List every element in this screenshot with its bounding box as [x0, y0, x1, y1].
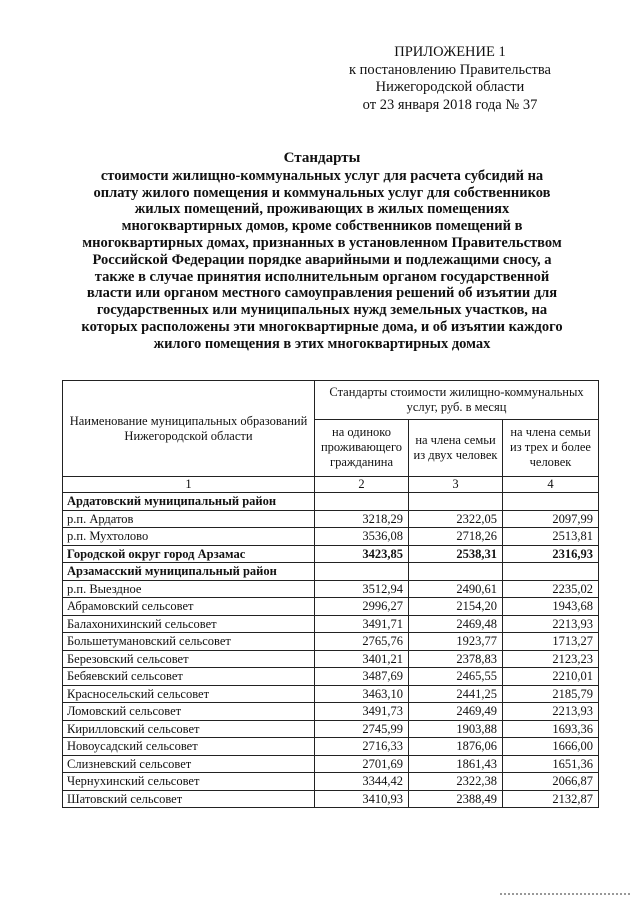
- row-name: Ардатовский муниципальный район: [63, 493, 315, 511]
- row-value-two: 2718,26: [409, 528, 503, 546]
- table-row: [63, 528, 599, 546]
- row-value-two: 2322,38: [409, 773, 503, 791]
- column-number: 2: [315, 477, 409, 493]
- row-value-two: 2469,48: [409, 615, 503, 633]
- table-row: [63, 773, 599, 791]
- row-value-single: [315, 563, 409, 581]
- column-number: 1: [63, 477, 315, 493]
- header-municipality: Наименование муниципальных образований Нижегородской области: [63, 381, 315, 477]
- row-value-two: 1923,77: [409, 633, 503, 651]
- heading-line: многоквартирных домах, признанных в установленном Правительством: [82, 234, 562, 251]
- row-value-two: 2388,49: [409, 790, 503, 808]
- row-value-single: 3512,94: [315, 580, 409, 598]
- table-row: [63, 580, 599, 598]
- appendix-block: [330, 44, 570, 114]
- table-row: [63, 703, 599, 721]
- table-body: [63, 493, 599, 808]
- heading-line: власти или органом местного самоуправления решений об изъятии для: [86, 285, 558, 302]
- row-value-single: 2996,27: [315, 598, 409, 616]
- row-name: Ломовский сельсовет: [63, 703, 315, 721]
- table-row: [63, 598, 599, 616]
- table-row: [63, 790, 599, 808]
- row-value-single: 2716,33: [315, 738, 409, 756]
- appendix-date: от 23 января 2018 года № 37: [362, 96, 538, 113]
- standards-table: [62, 380, 599, 808]
- row-value-two: 2538,31: [409, 545, 503, 563]
- row-name: Бебяевский сельсовет: [63, 668, 315, 686]
- row-value-single: 3410,93: [315, 790, 409, 808]
- row-value-two: [409, 493, 503, 511]
- row-name: Чернухинский сельсовет: [63, 773, 315, 791]
- row-value-two: 2378,83: [409, 650, 503, 668]
- row-value-three: [503, 563, 599, 581]
- row-name: Арзамасский муниципальный район: [63, 563, 315, 581]
- appendix-region: Нижегородской области: [375, 79, 525, 95]
- row-name: Кирилловский сельсовет: [63, 720, 315, 738]
- row-value-three: 2097,99: [503, 510, 599, 528]
- heading-line: которых расположены эти многоквартирные дома, и об изъятии каждого: [81, 318, 563, 335]
- row-value-three: 1713,27: [503, 633, 599, 651]
- header-single-person: на одиноко проживающего гражданина: [315, 419, 409, 476]
- row-value-three: 2066,87: [503, 773, 599, 791]
- row-name: Городской округ город Арзамас: [63, 545, 315, 563]
- row-value-single: 3491,73: [315, 703, 409, 721]
- row-value-single: 3491,71: [315, 615, 409, 633]
- row-value-three: 2185,79: [503, 685, 599, 703]
- row-value-three: 2210,01: [503, 668, 599, 686]
- row-name: Новоусадский сельсовет: [63, 738, 315, 756]
- row-name: Шатовский сельсовет: [63, 790, 315, 808]
- row-value-two: 1876,06: [409, 738, 503, 756]
- heading-title: Стандарты: [283, 150, 361, 166]
- table-row: [63, 545, 599, 563]
- row-value-two: 2469,49: [409, 703, 503, 721]
- header-two-person: на члена семьи из двух человек: [409, 419, 503, 476]
- header-standards-group: Стандарты стоимости жилищно-коммунальных услуг, руб. в месяц: [315, 381, 599, 420]
- row-value-single: 3401,21: [315, 650, 409, 668]
- row-name: р.п. Ардатов: [63, 510, 315, 528]
- heading-line: жилых помещений, проживающих в жилых помещениях: [134, 201, 510, 218]
- table-row: [63, 563, 599, 581]
- row-value-three: 2235,02: [503, 580, 599, 598]
- heading-line: оплату жилого помещения и коммунальных услуг для собственников: [93, 184, 551, 201]
- table-row: [63, 633, 599, 651]
- row-value-two: 2154,20: [409, 598, 503, 616]
- table-row: [63, 685, 599, 703]
- row-name: Красносельский сельсовет: [63, 685, 315, 703]
- row-value-two: 1861,43: [409, 755, 503, 773]
- row-value-three: 1943,68: [503, 598, 599, 616]
- row-name: Большетумановский сельсовет: [63, 633, 315, 651]
- table-row: [63, 668, 599, 686]
- column-number: 4: [503, 477, 599, 493]
- row-value-three: [503, 493, 599, 511]
- row-value-single: 3536,08: [315, 528, 409, 546]
- row-value-single: 2765,76: [315, 633, 409, 651]
- row-value-three: 2213,93: [503, 703, 599, 721]
- row-value-three: 2316,93: [503, 545, 599, 563]
- row-value-three: 2123,23: [503, 650, 599, 668]
- row-value-single: 3344,42: [315, 773, 409, 791]
- row-value-two: [409, 563, 503, 581]
- column-number: 3: [409, 477, 503, 493]
- table-row: [63, 650, 599, 668]
- row-value-three: 1693,36: [503, 720, 599, 738]
- row-value-single: 2745,99: [315, 720, 409, 738]
- table-row: [63, 738, 599, 756]
- row-name: Слизневский сельсовет: [63, 755, 315, 773]
- row-value-single: 3423,85: [315, 545, 409, 563]
- appendix-title: ПРИЛОЖЕНИЕ 1: [394, 44, 506, 60]
- row-value-three: 2132,87: [503, 790, 599, 808]
- row-value-single: 3487,69: [315, 668, 409, 686]
- row-value-two: 2465,55: [409, 668, 503, 686]
- row-value-single: 2701,69: [315, 755, 409, 773]
- heading-line: жилого помещения в этих многоквартирных домах: [153, 335, 491, 352]
- table-row: [63, 755, 599, 773]
- row-value-three: 1651,36: [503, 755, 599, 773]
- row-value-three: 2513,81: [503, 528, 599, 546]
- row-name: р.п. Выездное: [63, 580, 315, 598]
- row-value-single: 3463,10: [315, 685, 409, 703]
- row-value-two: 2441,25: [409, 685, 503, 703]
- header-three-plus: на члена семьи из трех и более человек: [503, 419, 599, 476]
- table-row: [63, 493, 599, 511]
- table-row: [63, 720, 599, 738]
- row-name: Абрамовский сельсовет: [63, 598, 315, 616]
- heading-line: Российской Федерации порядке аварийными и подлежащими сносу, а: [92, 251, 552, 268]
- table-row: [63, 510, 599, 528]
- row-value-three: 1666,00: [503, 738, 599, 756]
- row-value-two: 1903,88: [409, 720, 503, 738]
- table-row: [63, 615, 599, 633]
- row-value-two: 2322,05: [409, 510, 503, 528]
- row-value-two: 2490,61: [409, 580, 503, 598]
- row-value-single: 3218,29: [315, 510, 409, 528]
- row-value-single: [315, 493, 409, 511]
- heading-line: государственных или муниципальных нужд земельных участков, на: [96, 302, 548, 319]
- heading-line: многоквартирных домов, кроме собственников помещений в: [121, 218, 523, 235]
- heading-line: стоимости жилищно-коммунальных услуг для расчета субсидий на: [100, 167, 544, 184]
- heading-line: также в случае принятия исполнительным органом государственной: [94, 268, 550, 285]
- document-heading: [60, 150, 584, 353]
- scan-artifact: [500, 893, 630, 899]
- row-name: р.п. Мухтолово: [63, 528, 315, 546]
- row-name: Балахонихинский сельсовет: [63, 615, 315, 633]
- row-name: Березовский сельсовет: [63, 650, 315, 668]
- row-value-three: 2213,93: [503, 615, 599, 633]
- appendix-resolution: к постановлению Правительства: [349, 61, 551, 78]
